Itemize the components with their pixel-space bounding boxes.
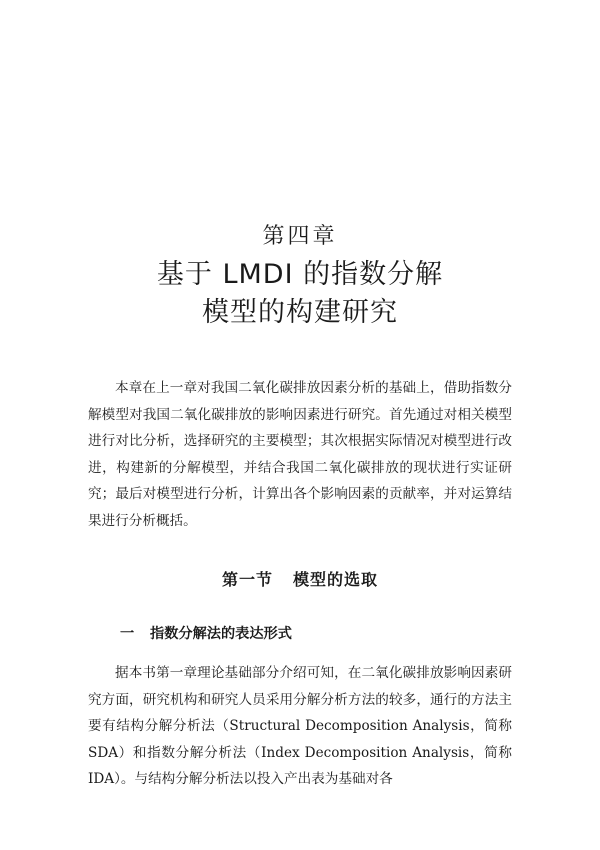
section-number: 第一节 [221,570,273,589]
subsection-title: 指数分解法的表达形式 [150,626,292,642]
section-title: 模型的选取 [293,570,379,589]
chapter-intro-paragraph: 本章在上一章对我国二氧化碳排放因素分析的基础上，借助指数分解模型对我国二氧化碳排放的影响因素进行研究。首先通过对相关模型进行对比分析，选择研究的主要模型；其次根据实际情况对模型进行改进，构建新的分解模型，并结合我国二氧化碳排放的现状进行实证研究；最后对模型进行分析，计算出各个影响因素的贡献率，并对运算结果进行分析概括。 [88,380,512,529]
chapter-title-line-2: 模型的构建研究 [202,297,398,328]
chapter-title-line-1: 基于 LMDI 的指数分解 [156,259,444,290]
subsection-number: 一 [120,626,135,642]
section-heading [0,568,600,592]
body-paragraph: 据本书第一章理论基础部分介绍可知，在二氧化碳排放影响因素研究方面，研究机构和研究人员采用分解分析方法的较多，通行的方法主要有结构分解分析法（Structural Decomposition Analysis，简称 SDA）和指数分解分析法（Index Decomposition Analysis，简称 IDA）。与结构分解分析法以投入产出表为基础对各 [88,665,512,788]
subsection-heading [120,623,292,645]
chapter-label: 第四章 [262,224,338,249]
